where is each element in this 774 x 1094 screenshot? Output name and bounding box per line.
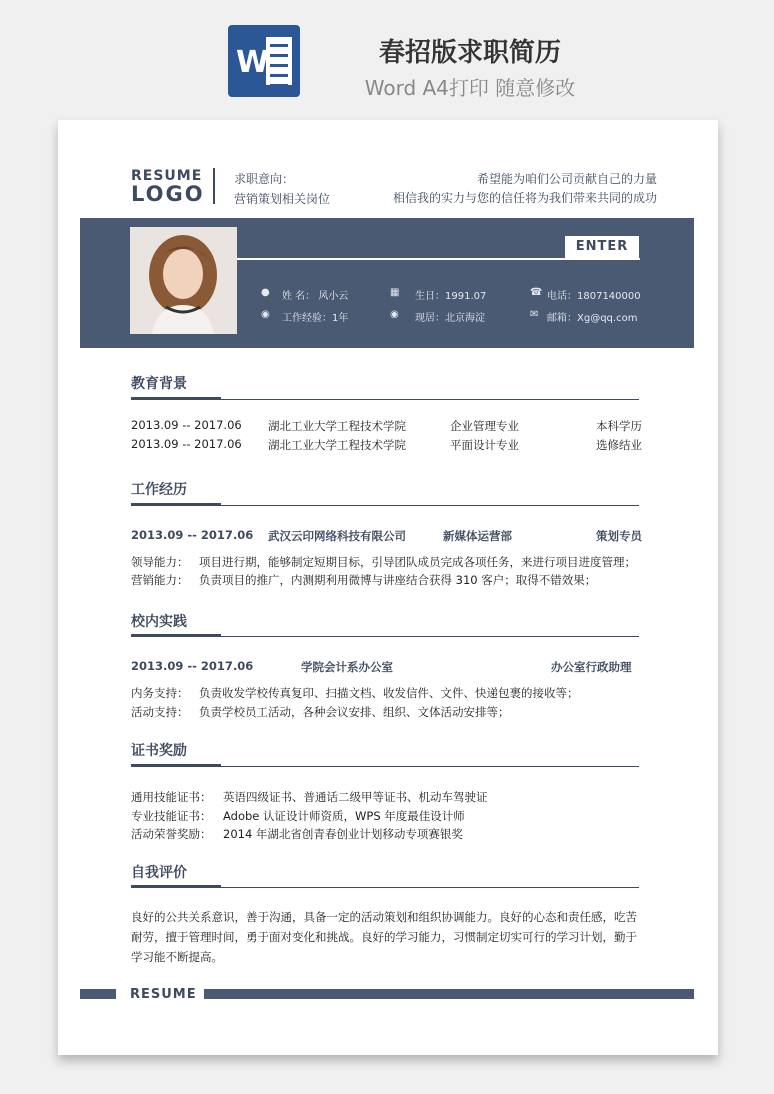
mail-icon: ✉ [530, 309, 539, 320]
award-text: Adobe 认证设计师资质，WPS 年度最佳设计师 [223, 809, 465, 823]
phone-icon: ☎ [530, 287, 543, 298]
job-intent-label: 求职意向： [234, 172, 295, 186]
edu-date: 2013.09 -- 2017.06 [131, 418, 242, 432]
work-department: 新媒体运营部 [443, 529, 512, 543]
page-header [0, 0, 774, 110]
word-logo-letter: W [236, 45, 270, 80]
campus-item-label: 内务支持： [131, 686, 189, 700]
award-label: 通用技能证书： [131, 790, 212, 804]
location-pin-icon: ◉ [390, 309, 399, 320]
work-item-label: 领导能力： [131, 555, 189, 569]
awards-rule [131, 766, 639, 767]
work-company: 武汉云印网络科技有限公司 [268, 529, 406, 543]
work-title: 工作经历 [131, 482, 187, 498]
self-eval-rule [131, 887, 639, 888]
edu-school: 湖北工业大学工程技术学院 [268, 419, 406, 433]
campus-item-label: 活动支持： [131, 705, 189, 719]
edu-degree: 本科学历 [596, 419, 642, 433]
edu-major: 企业管理专业 [450, 419, 519, 433]
profile-photo [130, 227, 237, 334]
footer-bar-left [80, 989, 116, 999]
work-item-text: 项目进行期，能够制定短期目标，引导团队成员完成各项任务，来进行项目进度管理； [199, 555, 636, 569]
band-divider [237, 258, 640, 260]
page-title: 春招版求职简历 [378, 38, 561, 68]
slogan-line-1: 希望能为咱们公司贡献自己的力量 [476, 172, 657, 186]
award-label: 专业技能证书： [131, 809, 212, 823]
info-phone: 电话：1807140000 [547, 291, 641, 302]
work-item-label: 营销能力： [131, 573, 189, 587]
edu-school: 湖北工业大学工程技术学院 [268, 438, 406, 452]
document-lines-icon [266, 37, 292, 85]
work-date: 2013.09 -- 2017.06 [131, 528, 254, 542]
campus-position: 办公室行政助理 [551, 660, 632, 674]
info-birthday: 生日：1991.07 [415, 291, 487, 302]
calendar-icon: ▦ [390, 287, 400, 298]
resume-paper [58, 120, 718, 1055]
award-text: 英语四级证书、普通话二级甲等证书、机动车驾驶证 [223, 790, 488, 804]
footer-bar-right [204, 989, 694, 999]
info-location: 现居：北京海淀 [415, 313, 485, 324]
campus-date: 2013.09 -- 2017.06 [131, 659, 254, 673]
person-icon: ● [261, 287, 270, 298]
edu-date: 2013.09 -- 2017.06 [131, 437, 242, 451]
slogan-line-2: 相信我的实力与您的信任将为我们带来共同的成功 [392, 191, 657, 205]
campus-org: 学院会计系办公室 [301, 660, 393, 674]
work-position: 策划专员 [596, 529, 642, 543]
info-email: 邮箱：Xg@qq.com [547, 313, 638, 324]
campus-title: 校内实践 [131, 614, 187, 630]
logo-divider [213, 168, 215, 204]
award-text: 2014 年湖北省创青春创业计划移动专项赛银奖 [223, 827, 463, 841]
chat-icon: ◉ [261, 309, 270, 320]
campus-rule [131, 636, 639, 637]
footer-resume-text: RESUME [130, 987, 197, 1002]
info-name: 姓 名： 风小云 [282, 291, 349, 302]
word-logo-icon [228, 25, 300, 97]
work-rule [131, 505, 639, 506]
campus-item-text: 负责收发学校传真复印、扫描文档、收发信件、文件、快递包裹的接收等； [199, 686, 579, 700]
award-label: 活动荣誉奖励： [131, 827, 212, 841]
edu-major: 平面设计专业 [450, 438, 519, 452]
logo-resume-text: RESUME [131, 168, 203, 184]
education-title: 教育背景 [131, 376, 187, 392]
campus-item-text: 负责学校员工活动，各种会议安排、组织、文体活动安排等； [199, 705, 510, 719]
info-experience: 工作经验：1年 [282, 313, 349, 324]
enter-button[interactable]: ENTER [565, 236, 639, 258]
work-item-text: 负责项目的推广，内测期利用微博与讲座结合获得 310 客户；取得不错效果； [199, 573, 597, 587]
job-intent-value: 营销策划相关岗位 [234, 192, 331, 206]
edu-degree: 选修结业 [596, 438, 642, 452]
logo-text: LOGO [131, 182, 205, 206]
awards-title: 证书奖励 [131, 743, 187, 759]
self-eval-text: 良好的公共关系意识，善于沟通，具备一定的活动策划和组织协调能力。良好的心态和责任感，吃苦耐劳，擅于管理时间，勇于面对变化和挑战。良好的学习能力，习惯制定切实可行的学习计划，勤于学习能不断提高。 [131, 910, 637, 964]
education-rule [131, 399, 639, 400]
page-subtitle: Word A4打印 随意修改 [364, 76, 576, 100]
self-eval-title: 自我评价 [131, 865, 187, 881]
